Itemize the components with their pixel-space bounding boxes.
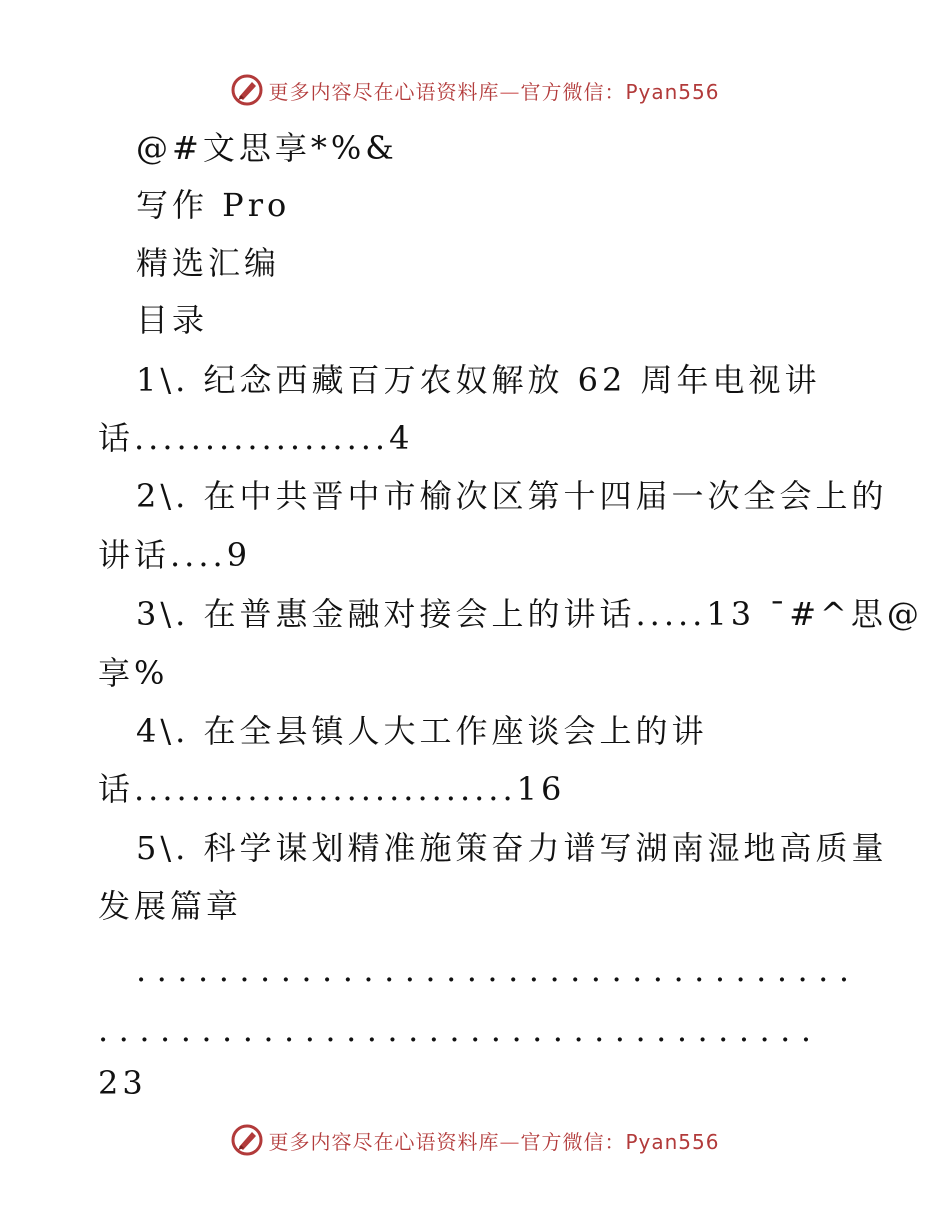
dot-leader-row-1: ................................... <box>136 951 860 989</box>
toc-final-page-number: 23 <box>98 1064 147 1102</box>
toc-item-5-title[interactable]: 5\. 科学谋划精准施策奋力谱写湖南湿地高质量 <box>136 829 888 867</box>
banner-text: 更多内容尽在心语资料库—官方微信：Pyan556 <box>268 79 720 104</box>
toc-item-5-page[interactable]: 发展篇章 <box>98 887 243 925</box>
banner-text: 更多内容尽在心语资料库—官方微信：Pyan556 <box>268 1129 720 1154</box>
footer-banner <box>0 1120 950 1160</box>
toc-item-3-page[interactable]: 享% <box>98 654 169 692</box>
toc-heading: 目录 <box>136 301 209 339</box>
toc-item-4-page[interactable]: 话...........................16 <box>98 770 566 808</box>
toc-item-3-title[interactable]: 3\. 在普惠金融对接会上的讲话.....13 ¯#^思@ <box>136 595 923 633</box>
dot-leader-row-2: ................................... <box>98 1011 822 1049</box>
toc-item-1-title[interactable]: 1\. 纪念西藏百万农奴解放 62 周年电视讲 <box>136 361 821 399</box>
toc-item-4-title[interactable]: 4\. 在全县镇人大工作座谈会上的讲 <box>136 712 708 750</box>
toc-item-2-title[interactable]: 2\. 在中共晋中市榆次区第十四届一次全会上的 <box>136 477 888 515</box>
toc-item-2-page[interactable]: 讲话....9 <box>98 536 252 574</box>
collection-line: 精选汇编 <box>136 244 281 282</box>
toc-item-1-page[interactable]: 话..................4 <box>98 419 414 457</box>
watermark-line: @#文思享*%& <box>136 129 398 167</box>
pen-logo-icon <box>230 1123 264 1157</box>
brand-line: 写作 Pro <box>136 186 291 224</box>
